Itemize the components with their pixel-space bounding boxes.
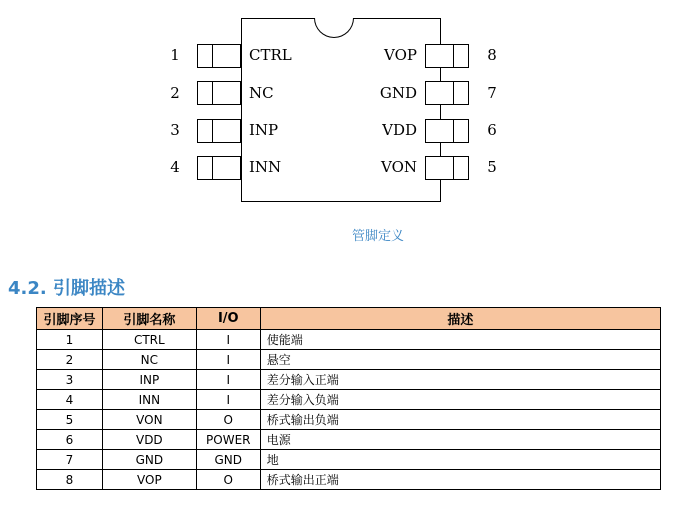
pin-label-4: INN <box>249 158 282 176</box>
cell-pin-number: 7 <box>37 450 103 470</box>
cell-description: 差分输入负端 <box>260 390 660 410</box>
pin-number-4: 4 <box>170 158 180 176</box>
pin-label-7: GND <box>379 84 417 102</box>
cell-pin-name: VOP <box>102 470 196 490</box>
pin-label-6: VDD <box>382 121 417 139</box>
pin-lead-1 <box>197 44 241 68</box>
pin-number-2: 2 <box>170 84 180 102</box>
cell-description: 使能端 <box>260 330 660 350</box>
cell-io: GND <box>196 450 260 470</box>
pin-label-1: CTRL <box>249 46 292 64</box>
table-header-row <box>37 308 661 330</box>
cell-description: 地 <box>260 450 660 470</box>
pin-number-5: 5 <box>487 158 497 176</box>
section-title: 4.2. 引脚描述 <box>8 278 125 299</box>
cell-pin-name: INP <box>102 370 196 390</box>
cell-io: I <box>196 370 260 390</box>
pin-label-8: VOP <box>384 46 417 64</box>
chip-notch <box>314 18 354 38</box>
pin-lead-5 <box>425 156 469 180</box>
pin-lead-3 <box>197 119 241 143</box>
header-io: I/O <box>196 308 260 330</box>
pin-label-2: NC <box>249 84 274 102</box>
table-row <box>37 350 661 370</box>
pin-lead-7 <box>425 81 469 105</box>
cell-pin-name: VDD <box>102 430 196 450</box>
pin-number-3: 3 <box>170 121 180 139</box>
table-row <box>37 470 661 490</box>
cell-io: I <box>196 350 260 370</box>
cell-pin-number: 4 <box>37 390 103 410</box>
pin-lead-8 <box>425 44 469 68</box>
cell-io: O <box>196 470 260 490</box>
cell-pin-name: CTRL <box>102 330 196 350</box>
cell-pin-number: 6 <box>37 430 103 450</box>
header-description: 描述 <box>260 308 660 330</box>
table-row <box>37 370 661 390</box>
header-pin-name: 引脚名称 <box>102 308 196 330</box>
pin-number-1: 1 <box>170 46 180 64</box>
pin-description-table <box>36 307 661 490</box>
cell-description: 电源 <box>260 430 660 450</box>
table-row <box>37 330 661 350</box>
cell-pin-number: 1 <box>37 330 103 350</box>
pin-number-8: 8 <box>487 46 497 64</box>
cell-io: I <box>196 390 260 410</box>
cell-pin-name: INN <box>102 390 196 410</box>
cell-description: 差分输入正端 <box>260 370 660 390</box>
cell-description: 悬空 <box>260 350 660 370</box>
cell-pin-name: NC <box>102 350 196 370</box>
pin-number-6: 6 <box>487 121 497 139</box>
table-row <box>37 430 661 450</box>
pin-label-3: INP <box>249 121 279 139</box>
header-pin-number: 引脚序号 <box>37 308 103 330</box>
cell-pin-number: 3 <box>37 370 103 390</box>
pinout-diagram <box>0 0 675 250</box>
pin-label-5: VON <box>381 158 417 176</box>
cell-io: I <box>196 330 260 350</box>
table-row <box>37 390 661 410</box>
table-row <box>37 410 661 430</box>
cell-description: 桥式输出负端 <box>260 410 660 430</box>
cell-io: O <box>196 410 260 430</box>
diagram-caption: 管脚定义 <box>351 229 404 244</box>
pin-lead-4 <box>197 156 241 180</box>
cell-pin-number: 8 <box>37 470 103 490</box>
cell-pin-number: 2 <box>37 350 103 370</box>
pin-lead-6 <box>425 119 469 143</box>
table-row <box>37 450 661 470</box>
pin-lead-2 <box>197 81 241 105</box>
cell-pin-name: VON <box>102 410 196 430</box>
cell-pin-number: 5 <box>37 410 103 430</box>
cell-io: POWER <box>196 430 260 450</box>
cell-pin-name: GND <box>102 450 196 470</box>
cell-description: 桥式输出正端 <box>260 470 660 490</box>
pin-number-7: 7 <box>487 84 497 102</box>
